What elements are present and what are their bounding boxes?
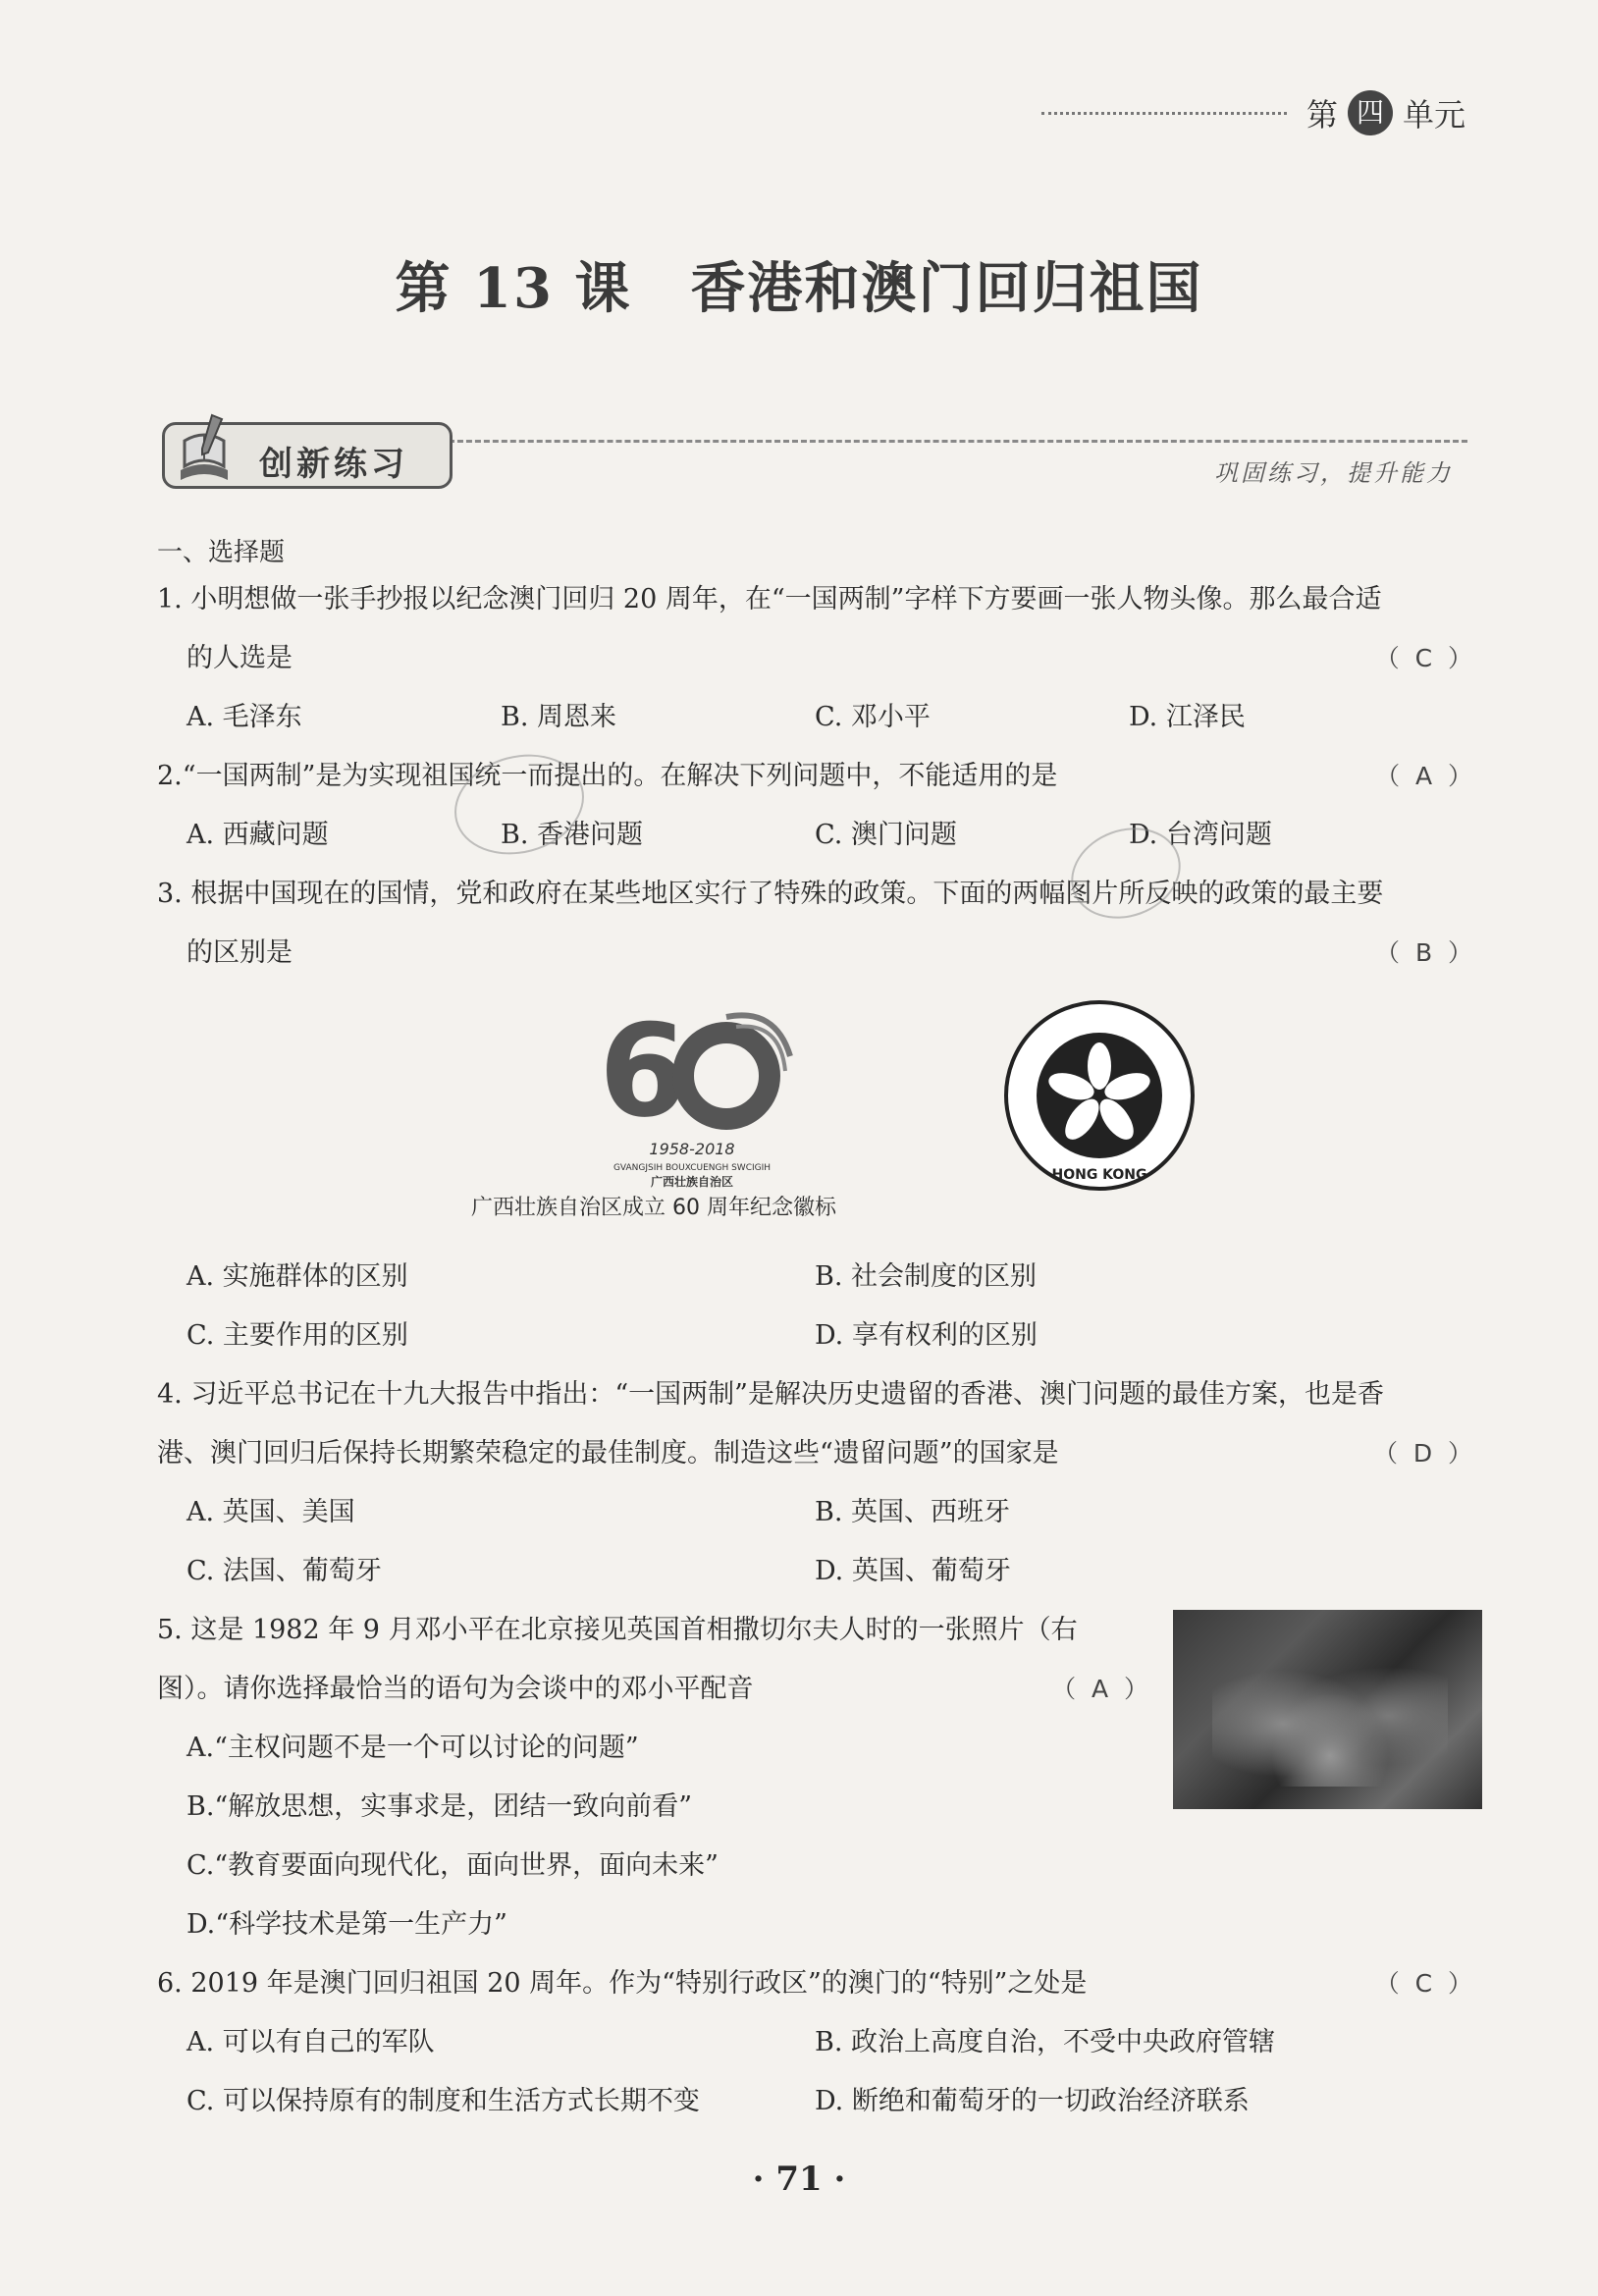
logo-text-cn: 广西壮族自治区 — [650, 1175, 734, 1189]
option-c: C. 邓小平 — [815, 702, 931, 732]
option-a: A. 西藏问题 — [186, 820, 329, 850]
lesson-number: 第 13 课 — [395, 256, 632, 321]
question-4-stem: 4. 习近平总书记在十九大报告中指出：“一国两制”是解决历史遗留的香港、澳门问题的最佳方案，也是香 — [157, 1379, 1384, 1410]
question-5-stem: 5. 这是 1982 年 9 月邓小平在北京接见英国首相撒切尔夫人时的一张照片（右 — [157, 1615, 1078, 1645]
unit-suffix: 单元 — [1402, 96, 1465, 133]
option-d: D. 断绝和葡萄牙的一切政治经济联系 — [815, 2086, 1250, 2116]
option-b: B.“解放思想，实事求是，团结一致向前看” — [186, 1791, 693, 1822]
logo-years: 1958-2018 — [649, 1140, 735, 1158]
book-pen-icon — [175, 411, 234, 486]
header-dotted-line — [1041, 112, 1287, 115]
lesson-title — [0, 245, 1598, 324]
question-6-answer: （ C ） — [1374, 1969, 1472, 1998]
hk-emblem-text: HONG KONG — [1051, 1167, 1147, 1183]
question-3-stem-cont: 的区别是 （ B ） — [186, 937, 1472, 968]
question-4-options-row1 — [186, 1498, 1472, 1527]
option-b: B. 社会制度的区别 — [815, 1261, 1038, 1292]
option-a: A. 英国、美国 — [186, 1497, 355, 1527]
option-a: A.“主权问题不是一个可以讨论的问题” — [186, 1733, 639, 1763]
question-4-stem-cont: 港、澳门回归后保持长期繁荣稳定的最佳制度。制造这些“遗留问题”的国家是 （ D ） — [157, 1438, 1472, 1468]
question-3-options-row2 — [186, 1321, 1472, 1351]
option-c: C. 法国、葡萄牙 — [186, 1556, 382, 1586]
section-banner — [162, 412, 1467, 501]
page-number: · 71 · — [752, 2160, 846, 2199]
unit-header — [1041, 90, 1465, 135]
option-b: B. 周恩来 — [501, 702, 617, 732]
option-d: D. 江泽民 — [1129, 702, 1246, 732]
option-a: A. 毛泽东 — [186, 702, 302, 732]
hong-kong-emblem — [1001, 997, 1198, 1194]
question-5 — [157, 1616, 1472, 1940]
question-6-options-row1 — [186, 2028, 1472, 2057]
option-d: D.“科学技术是第一生产力” — [186, 1909, 507, 1940]
question-6-stem: 6. 2019 年是澳门回归祖国 20 周年。作为“特别行政区”的澳门的“特别”之处是 （ C ） — [157, 1968, 1472, 1999]
banner-dashed-line — [449, 440, 1467, 443]
section-heading: 一、选择题 — [157, 538, 286, 567]
unit-prefix: 第 — [1305, 96, 1338, 133]
question-6-options-row2 — [186, 2087, 1472, 2116]
option-d: D. 英国、葡萄牙 — [815, 1556, 1011, 1586]
question-3-options-row1 — [186, 1262, 1472, 1292]
svg-text:6: 6 — [599, 997, 688, 1146]
logo-caption: 广西壮族自治区成立 60 周年纪念徽标 — [471, 1196, 836, 1220]
question-3-images — [157, 997, 1472, 1223]
lesson-name: 香港和澳门回归祖国 — [690, 256, 1203, 321]
option-c: C.“教育要面向现代化，面向世界，面向未来” — [186, 1850, 719, 1881]
question-3-answer: （ B ） — [1375, 938, 1472, 967]
question-3-stem: 3. 根据中国现在的国情，党和政府在某些地区实行了特殊的政策。下面的两幅图片所反映的政策的最主要 — [157, 879, 1384, 909]
question-1-answer: （ C ） — [1374, 644, 1472, 672]
question-1-stem: 1. 小明想做一张手抄报以纪念澳门回归 20 周年，在“一国两制”字样下方要画一张人物头像。那么最合适 — [157, 584, 1382, 614]
question-list — [157, 538, 1472, 2146]
question-5-answer: （ A ） — [1051, 1675, 1148, 1703]
question-4-answer: （ D ） — [1372, 1439, 1472, 1468]
practice-label: 创新练习 — [259, 445, 408, 484]
option-d: D. 台湾问题 — [1129, 820, 1272, 850]
option-b: B. 政治上高度自治，不受中央政府管辖 — [815, 2027, 1276, 2057]
option-a: A. 可以有自己的军队 — [186, 2027, 435, 2057]
practice-badge — [162, 422, 453, 489]
question-1-stem-cont: 的人选是 （ C ） — [186, 643, 1472, 673]
logo-text: GVANGJSIH BOUXCUENGH SWCIGIH — [613, 1163, 772, 1173]
option-b: B. 英国、西班牙 — [815, 1497, 1011, 1527]
question-5-stem-cont: 图）。请你选择最恰当的语句为会谈中的邓小平配音 （ A ） — [157, 1674, 1148, 1704]
guangxi-60-logo — [579, 997, 805, 1194]
question-2-answer: （ A ） — [1375, 762, 1472, 790]
unit-number-badge: 四 — [1348, 90, 1393, 135]
option-a: A. 实施群体的区别 — [186, 1261, 408, 1292]
question-2-options — [186, 821, 1472, 850]
option-c: C. 可以保持原有的制度和生活方式长期不变 — [186, 2086, 700, 2116]
question-4-options-row2 — [186, 1557, 1472, 1586]
question-2-stem: 2.“一国两制”是为实现祖国统一而提出的。在解决下列问题中，不能适用的是 （ A ） — [157, 761, 1472, 791]
option-c: C. 澳门问题 — [815, 820, 957, 850]
meeting-photo — [1173, 1610, 1482, 1809]
question-1-options — [186, 703, 1472, 732]
banner-subtitle: 巩固练习，提升能力 — [1214, 459, 1453, 487]
option-d: D. 享有权利的区别 — [815, 1320, 1038, 1351]
option-c: C. 主要作用的区别 — [186, 1320, 408, 1351]
option-b: B. 香港问题 — [501, 820, 644, 850]
